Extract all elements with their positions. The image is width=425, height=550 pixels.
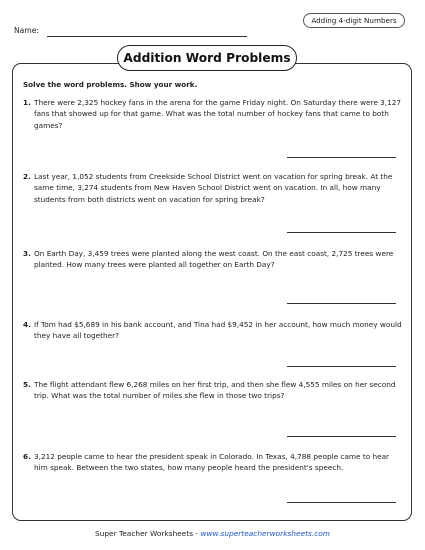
answer-line-1[interactable] [287, 157, 396, 158]
problem-5 [23, 379, 403, 402]
footer [0, 529, 425, 538]
problem-number: 2. [23, 172, 31, 181]
answer-line-3[interactable] [287, 303, 396, 304]
problem-number: 3. [23, 249, 31, 258]
problem-6 [23, 451, 403, 474]
topic-badge: Adding 4-digit Numbers [303, 13, 405, 28]
problem-text: There were 2,325 hockey fans in the arena for the game Friday night. On Saturday there were 3,127 fans that showed up for that game. What was the total number of hockey fans that came to both games? [34, 98, 402, 130]
instructions: Solve the word problems. Show your work. [23, 80, 198, 89]
answer-line-6[interactable] [287, 502, 396, 503]
answer-line-4[interactable] [287, 366, 396, 367]
answer-line-5[interactable] [287, 436, 396, 437]
problem-number: 1. [23, 98, 31, 107]
problem-number: 4. [23, 320, 31, 329]
answer-line-2[interactable] [287, 232, 396, 233]
problem-number: 5. [23, 380, 31, 389]
problem-text: Last year, 1,052 students from Creekside School District went on vacation for spring break. At the same time, 3,274 students from New Haven School District went on vacation. In all, how many students from both districts went on vacation for spring break? [34, 172, 393, 204]
footer-url-link[interactable]: www.superteacherworksheets.com [200, 529, 330, 538]
problem-3 [23, 248, 403, 271]
problem-1 [23, 97, 403, 131]
problem-text: If Tom had $5,689 in his bank account, and Tina had $9,452 in her account, how much money would they have all together? [34, 320, 402, 341]
problem-number: 6. [23, 452, 31, 461]
problem-text: On Earth Day, 3,459 trees were planted along the west coast. On the east coast, 2,725 trees were planted. How many trees were planted all together on Earth Day? [34, 249, 394, 270]
name-label: Name: [14, 26, 39, 35]
problem-2 [23, 171, 403, 205]
problem-4 [23, 319, 403, 342]
problem-text: The flight attendant flew 6,268 miles on her first trip, and then she flew 4,555 miles on her second trip. What was the total number of miles she flew in those two trips? [34, 380, 396, 401]
worksheet-title: Addition Word Problems [117, 45, 297, 71]
problem-text: 3,212 people came to hear the president speak in Colorado. In Texas, 4,788 people came to hear him speak. Between the two states, how many people heard the president's speech. [34, 452, 390, 473]
name-input-line[interactable] [47, 36, 247, 37]
footer-brand: Super Teacher Worksheets [94, 529, 194, 538]
footer-separator: - [193, 529, 201, 538]
